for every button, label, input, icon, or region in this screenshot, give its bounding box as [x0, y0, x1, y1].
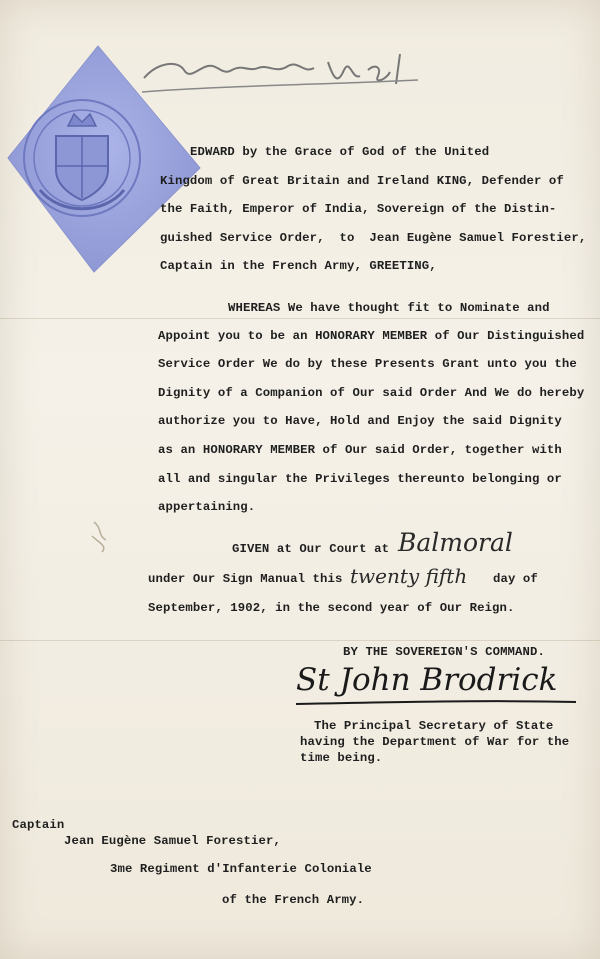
- body-line: as an HONORARY MEMBER of Our said Order, together with: [158, 443, 562, 457]
- minister-title-line: having the Department of War for the: [300, 735, 570, 749]
- body-line: Dignity of a Companion of Our said Order And We do hereby: [158, 386, 585, 400]
- given-line3: September, 1902, in the second year of Our Reign.: [148, 601, 515, 615]
- sovereign-command: BY THE SOVEREIGN'S COMMAND.: [343, 645, 545, 659]
- paper-fold: [0, 640, 600, 641]
- body-line: authorize you to Have, Hold and Enjoy the said Dignity: [158, 414, 562, 428]
- given-line2-suffix: day of: [493, 572, 538, 586]
- minister-signature: St John Brodrick: [296, 662, 558, 698]
- given-prefix: GIVEN at Our Court at: [232, 542, 390, 556]
- opening-line: EDWARD by the Grace of God of the United: [190, 145, 490, 159]
- body-line: Service Order We do by these Presents Grant unto you the: [158, 357, 577, 371]
- opening-line: guished Service Order, to Jean Eugène Samuel Forestier,: [160, 231, 587, 245]
- given-line2-prefix: under Our Sign Manual this: [148, 572, 343, 586]
- opening-line: Kingdom of Great Britain and Ireland KING, Defender of: [160, 174, 564, 188]
- paper-fold: [0, 318, 600, 319]
- signature-underline: [292, 660, 582, 715]
- minister-title-line: The Principal Secretary of State: [314, 719, 554, 733]
- ink-smudge: [88, 518, 116, 554]
- minister-title-line: time being.: [300, 751, 383, 765]
- address-rank: Captain: [12, 818, 65, 832]
- given-place: Balmoral: [398, 528, 513, 557]
- address-army: of the French Army.: [222, 893, 365, 907]
- opening-line: the Faith, Emperor of India, Sovereign of the Distin-: [160, 202, 557, 216]
- address-name: Jean Eugène Samuel Forestier,: [64, 834, 281, 848]
- body-line: WHEREAS We have thought fit to Nominate and: [228, 301, 550, 315]
- body-line: Appoint you to be an HONORARY MEMBER of Our Distinguished: [158, 329, 585, 343]
- opening-line: Captain in the French Army, GREETING,: [160, 259, 437, 273]
- body-line: all and singular the Privileges thereunto belonging or: [158, 472, 562, 486]
- body-line: appertaining.: [158, 500, 256, 514]
- given-day: twenty fifth: [350, 564, 468, 588]
- address-regiment: 3me Regiment d'Infanterie Coloniale: [110, 862, 372, 876]
